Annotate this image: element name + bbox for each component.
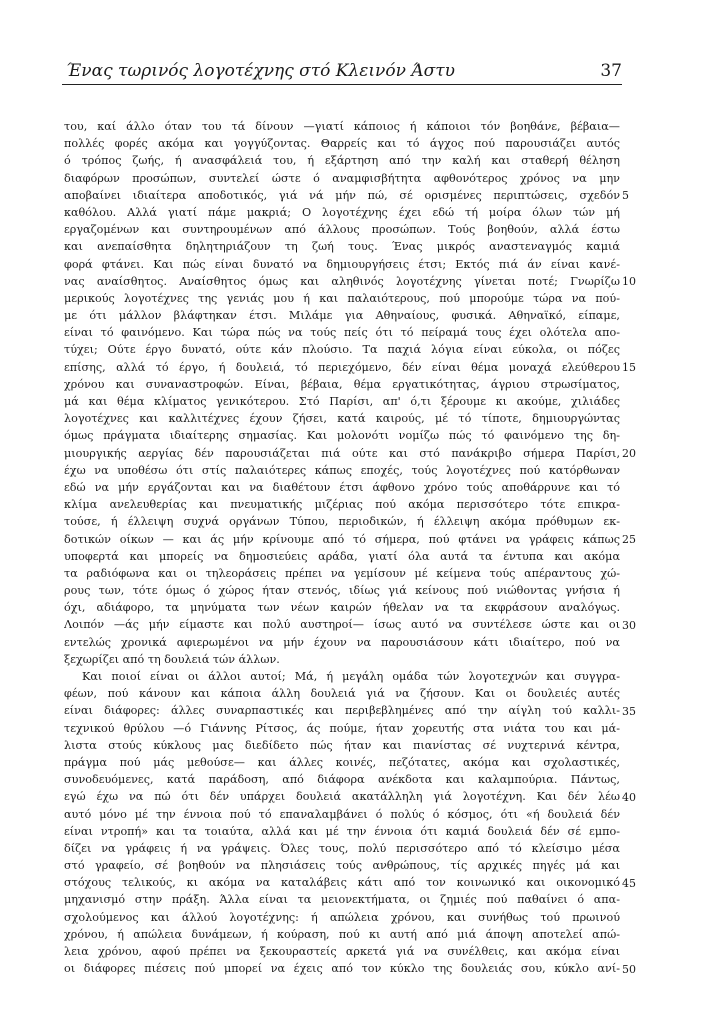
text-line: φέων, πού κάνουν και κάποια άλλη δουλειά γιά να ζήσουν. Και οι δουλειές αυτές [64,687,620,701]
text-line: τα ραδιόφωνα και οι τηλεοράσεις πρέπει να γεμίσουν μέ κείμενα τούς απέραντους χώ- [64,566,620,580]
text-line: μιουργικής αεργίας δέν παρουσιάζεται πιά ούτε και στό πανάκριβο σήμερα Παρίσι, [64,446,620,460]
text-line: αποβαίνει ιδιαίτερα αποδοτικός, γιά νά μήν πώ, σέ ορισμένες περιπτώσεις, σχεδόν [64,188,620,202]
line-number: 10 [622,274,636,288]
line-number: 35 [622,704,636,718]
text-line: μά και θέμα κλίματος γενικότερου. Στό Παρίσι, απ' ό,τι ξέρουμε κι ακούμε, χιλιάδες [64,395,620,408]
text-line: επίσης, αλλά τό έργο, ή δουλειά, τό περιεχόμενο, δέν είναι θέμα μοναχά ελεύθερου [64,360,620,374]
text-line: είναι τό φαινόμενο. Και τώρα πώς να τούς πείς ότι τό πείραμά τους έχει ολότελα απο- [64,326,620,340]
line-number: 30 [622,618,636,632]
text-line: με ότι μάλλον βλάφτηκαν έτσι. Μιλάμε για Αθηναίους, φυσικά. Αθηναϊκό, είπαμε, [64,309,620,323]
line-number: 15 [622,360,636,374]
line-number: 25 [622,532,636,546]
text-line: στό γραφείο, σέ βοηθούν να πλησιάσεις τούς ανθρώπους, τίς αρχικές πηγές μά και [64,859,620,873]
text-line: οι διάφορες πιέσεις πού μπορεί να έχεις από τον κύκλο της δουλειάς σου, κύκλο ανί- [64,962,620,976]
body-text [64,118,620,977]
line-number: 40 [622,790,636,804]
text-line: πολλές φορές ακόμα και γογγύζοντας. Θαρρείς και τό άγχος πού παρουσιάζει αυτός [64,137,620,151]
text-line: λογοτέχνες και καλλιτέχνες έχουν ζήσει, κατά καιρούς, μέ τό τίποτε, δημιουργώντας [64,412,620,426]
text-line: εντελώς χρονικά αφιερωμένοι να μήν έχουν να παρουσιάσουν κάτι ιδιαίτερο, πού να [64,635,620,649]
text-line: Και ποιοί είναι οι άλλοι αυτοί; Μά, ή μεγάλη ομάδα τών λογοτεχνών και συγγρα- [82,670,620,683]
text-line: του, καί άλλο όταν του τά δίνουν —γιατί κάποιος ή κάποιοι τόν βοηθάνε, βέβαια— [64,120,620,133]
line-number: 20 [622,446,636,460]
text-line: μηχανισμό στην πράξη. Άλλα είναι τα μειονεκτήματα, οι ζημιές πού παθαίνει ό απα- [64,893,620,907]
text-line: κλίμα ανελευθερίας και πνευματικής μιζέριας πού ακόμα περισσότερο τότε επικρα- [64,498,620,512]
text-line: δοτικών οίκων — και άς μήν κρίνουμε από τό σήμερα, πού φτάνει να γράφεις κάπως [64,532,620,546]
text-line: τύχει; Ούτε έργο δυνατό, ούτε κάν πλούσιο. Τα παχιά λόγια είναι εύκολα, οι πόζες [64,343,620,357]
chapter-title: Ένας τωρινός λογοτέχνης στό Κλεινόν Άστυ [66,61,455,81]
text-line: είναι ντροπή» και τα τοιαύτα, αλλά και μέ την έννοια ότι καμιά δουλειά δέν σέ εμπο- [64,824,620,838]
text-line: ό τρόπος ζωής, ή ανασφάλειά του, ή εξάρτηση από την καλή και σταθερή θέληση [64,154,620,168]
text-line: διαφόρων προσώπων, συντελεί ώστε ό αναμφισβήτητα αφθονότερος χρόνος να μην [64,171,620,185]
text-line: σχολούμενος και άλλού λογοτέχνης: ή απώλεια χρόνου, και συνήθως τού πρωινού [64,910,620,924]
text-line: όχι, αδιάφορο, τα μηνύματα των νέων καιρών ήθελαν να τα εκφράσουν αναλόγως. [64,601,620,615]
text-line: αυτό μόνο μέ την έννοια πού τό επαναλαμβάνει ό πολύς ό κόσμος, ότι «ή δουλειά δέν [64,807,620,821]
text-line: δίζει να γράφεις ή να γράψεις. Όλες τους, πολύ περισσότερο από τό κλείσιμο μέσα [64,841,620,855]
text-line: εδώ να μήν εργάζονται και να διαθέτουν έτσι άφθονο χρόνο τούς αποθάρρυνε και τό [64,480,620,494]
text-line: είναι διάφορες: άλλες συναρπαστικές και περιβεβλημένες από την αίγλη τού καλλι- [64,704,620,718]
text-line: φορά φτάνει. Και πώς είναι δυνατό να δημιουργήσεις έτσι; Εκτός πιά άν είναι κανέ- [64,257,620,271]
text-line: συνοδευόμενες, κατά παράδοση, από διάφορα ανέκδοτα και καλαμπούρια. Πάντως, [64,773,620,787]
text-line: στόχους τελικούς, κι ακόμα να καταλάβεις κάτι από τον κοινωνικό και οικονομικό [64,876,620,890]
text-line: πράγμα πού μάς μεθούσε— και άλλες κοινές, πεζότατες, ακόμα και σχολαστικές, [64,755,620,769]
text-line: λεια χρόνου, αφού πρέπει να ξεκουραστείς αρκετά γιά να συνέλθεις, και ακόμα είναι [64,945,620,958]
text-line: εγώ έχω να πώ ότι δέν υπάρχει δουλειά ακατάλληλη γιά λογοτέχνη. Και δέν λέω [64,790,620,804]
text-line: χρόνου και συναναστροφών. Είναι, βέβαια, θέμα εργατικότητας, άγριου στρωσίματος, [64,377,620,391]
line-number: 45 [622,876,636,890]
text-line: και ανεπαίσθητα δηλητηριάζουν τη ζωή τους. Ένας μικρός αναστεναγμός καμιά [64,240,620,254]
text-line: χρόνου, ή απώλεια δυνάμεων, ή κούραση, πού κι αυτή από μιά άποψη αποτελεί απώ- [64,927,620,941]
page-number: 37 [600,61,622,81]
text-line: νας αναίσθητος. Αναίσθητος όμως και αληθινός λογοτέχνης γίνεται ποτέ; Γνωρίζω [64,274,620,288]
text-line: τεχνικού θρύλου —ό Γιάννης Ρίτσος, άς πούμε, ήταν χορευτής στα νιάτα του και μά- [64,721,620,735]
line-number: 50 [622,962,636,976]
text-line: ρους των, τότε όμως ό χώρος ήταν στενός, ιδίως γιά κείνους πού νιώθοντας γνήσια ή [64,584,620,598]
line-number: 5 [622,188,629,202]
book-page [62,58,622,85]
text-line: τούσε, ή έλλειψη συχνά οργάνων Τύπου, περιοδικών, ή έλλειψη ακόμα πρόθυμων εκ- [64,515,620,529]
text-line: υποφερτά και μπορείς να δημοσιεύεις αράδα, γιατί όλα αυτά τα έντυπα και ακόμα [64,549,620,563]
text-line: έχω να υποθέσω ότι στίς παλαιότερες κάπως εποχές, τούς λογοτέχνες πού κατόρθωναν [64,463,620,477]
running-head [62,58,622,85]
text-line: λιστα στούς κύκλους μας διεδίδετο πώς ήταν και πιανίστας σέ νυχτερινά κέντρα, [64,738,620,752]
text-line: μερικούς λογοτέχνες της γενιάς μου ή και παλαιότερους, πού μπορούμε τώρα να πού- [64,291,620,305]
text-line: ξεχωρίζει από τη δουλειά τών άλλων. [64,652,280,666]
text-line: εργαζομένων και συντηρουμένων από άλλους προσώπων. Τούς βοηθούν, αλλά έστω [64,223,620,237]
text-line: Λοιπόν —άς μήν είμαστε και πολύ αυστηροί— ίσως αυτό να συντέλεσε ώστε και οι [64,618,620,632]
text-line: καθόλου. Αλλά γιατί πάμε μακριά; Ο λογοτέχνης έχει εδώ τή μοίρα όλων τών μή [64,205,620,219]
text-line: όμως πράγματα ιδιαίτερης σημασίας. Και μολονότι νομίζω πώς τό φαινόμενο της δη- [64,429,620,443]
